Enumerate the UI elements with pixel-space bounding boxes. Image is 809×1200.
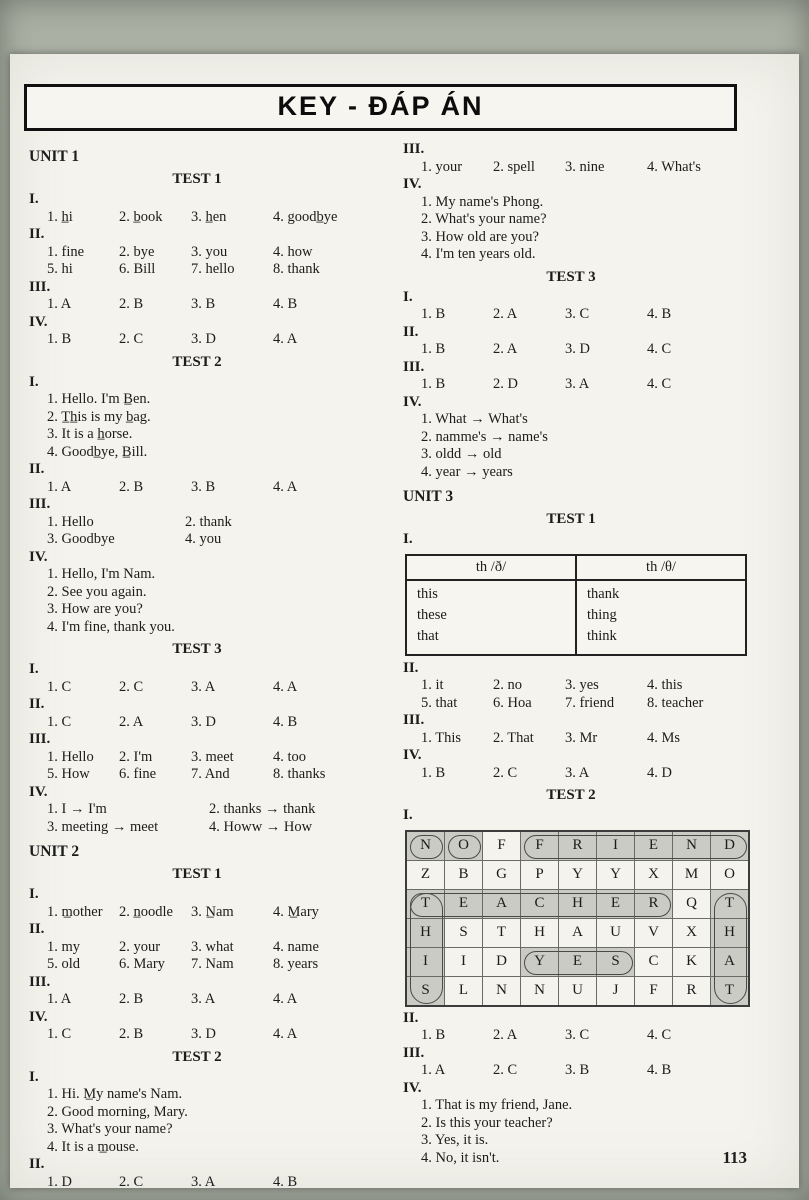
grid-cell: Z bbox=[407, 861, 444, 889]
answer-row bbox=[29, 514, 379, 532]
section-numeral: II. bbox=[29, 461, 45, 477]
answer-item: 4. A bbox=[273, 1026, 298, 1042]
answer-item: 3. nine bbox=[565, 158, 605, 175]
answer-line: 2. namme's → name's bbox=[421, 428, 548, 445]
answer-row bbox=[29, 714, 379, 732]
answer-item: 2. C bbox=[119, 1173, 144, 1190]
answer-item: 3. Mr bbox=[565, 729, 598, 746]
answer-item: 3. D bbox=[191, 331, 216, 347]
section-numeral: IV. bbox=[403, 1079, 422, 1096]
answer-line: 1. That is my friend, Jane. bbox=[421, 1097, 573, 1113]
answer-column-left bbox=[29, 141, 379, 1191]
answer-item: 2. n̲oodle bbox=[119, 903, 173, 920]
section-numeral: III. bbox=[29, 973, 51, 990]
section-numeral: IV. bbox=[29, 783, 48, 800]
answer-item: 3. A bbox=[191, 678, 216, 695]
answer-row bbox=[403, 677, 765, 695]
answer-item: 1. C bbox=[47, 678, 72, 695]
answer-item: 4. M̲ary bbox=[273, 903, 319, 920]
answer-item: 6. Hoa bbox=[493, 694, 532, 711]
answer-item: 5. that bbox=[421, 694, 458, 711]
answer-item: 4. C bbox=[647, 1027, 672, 1043]
answer-row bbox=[29, 296, 379, 314]
phonics-word: that bbox=[417, 627, 439, 644]
answer-item: 2. B bbox=[119, 1026, 144, 1042]
grid-cell: R bbox=[559, 832, 596, 860]
section-numeral: III. bbox=[403, 712, 425, 728]
grid-cell: P bbox=[521, 861, 558, 889]
answer-item: 2. That bbox=[493, 729, 534, 746]
answer-item: 1. C bbox=[47, 1026, 72, 1042]
answer-item: 4. B bbox=[647, 1062, 672, 1078]
answer-row bbox=[29, 991, 379, 1009]
answer-item: 1. C bbox=[47, 713, 72, 730]
answer-item: 8. years bbox=[273, 956, 319, 972]
answer-item: 3. C bbox=[565, 306, 590, 322]
answer-item: 2. D bbox=[493, 376, 518, 392]
answer-item: 5. hi bbox=[47, 261, 73, 277]
grid-cell: S bbox=[445, 919, 482, 947]
answer-item: 3. you bbox=[191, 243, 228, 260]
unit-heading: UNIT 2 bbox=[29, 843, 80, 860]
section-numeral: I. bbox=[403, 288, 413, 305]
answer-lines bbox=[29, 566, 379, 636]
phonics-word: thing bbox=[587, 606, 617, 623]
answer-line: 3. Yes, it is. bbox=[421, 1132, 489, 1148]
answer-item: 2. your bbox=[119, 938, 161, 955]
answer-line: 1. Hello. I'm B̲en. bbox=[47, 391, 151, 407]
answer-row bbox=[29, 819, 379, 837]
answer-item: 7. friend bbox=[565, 694, 615, 711]
section-numeral: I. bbox=[403, 807, 413, 823]
section-numeral: III. bbox=[403, 141, 425, 157]
section-numeral: II. bbox=[29, 696, 45, 712]
answer-item: 2. bye bbox=[119, 243, 155, 260]
grid-cell: S bbox=[407, 977, 444, 1005]
answer-row bbox=[29, 209, 379, 227]
answer-item: 1. B bbox=[421, 376, 446, 392]
grid-cell: F bbox=[483, 832, 520, 860]
answer-row bbox=[29, 939, 379, 957]
answer-item: 1. B bbox=[421, 306, 446, 322]
answer-item: 2. thanks → thank bbox=[209, 801, 316, 817]
answer-item: 2. C bbox=[493, 764, 518, 781]
grid-cell: C bbox=[635, 948, 672, 976]
answer-line: 4. Goodb̲ye, B̲ill. bbox=[47, 443, 148, 460]
answer-item: 4. A bbox=[273, 478, 298, 495]
section-numeral: I. bbox=[29, 1068, 39, 1085]
test-heading: TEST 2 bbox=[172, 1048, 222, 1065]
title-box bbox=[24, 84, 737, 131]
grid-cell: H bbox=[521, 919, 558, 947]
answer-item: 4. goodb̲ye bbox=[273, 208, 338, 225]
answer-item: 3. B bbox=[191, 296, 216, 312]
answer-line: 3. How old are you? bbox=[421, 228, 539, 245]
answer-item: 3. Goodbye bbox=[47, 531, 115, 547]
answer-item: 2. C bbox=[493, 1062, 518, 1078]
answer-line: 4. I'm ten years old. bbox=[421, 246, 536, 262]
answer-item: 8. thank bbox=[273, 261, 320, 277]
answer-item: 2. B bbox=[119, 991, 144, 1007]
answer-item: 4. A bbox=[273, 991, 298, 1007]
section-numeral: II. bbox=[403, 659, 419, 676]
answer-lines bbox=[29, 391, 379, 461]
answer-item: 3. D bbox=[565, 341, 590, 357]
answer-item: 3. D bbox=[191, 713, 216, 730]
grid-cell: Y bbox=[521, 948, 558, 976]
answer-item: 7. Nam bbox=[191, 956, 234, 972]
answer-item: 4. you bbox=[185, 531, 222, 547]
word-search-cells bbox=[407, 832, 748, 1005]
test-heading: TEST 3 bbox=[546, 268, 596, 285]
unit-heading: UNIT 3 bbox=[403, 488, 454, 505]
grid-cell: T bbox=[483, 919, 520, 947]
grid-cell: I bbox=[445, 948, 482, 976]
answer-item: 4. this bbox=[647, 677, 683, 693]
answer-item: 2. thank bbox=[185, 513, 232, 530]
answer-item: 4. name bbox=[273, 938, 319, 955]
test-heading: TEST 1 bbox=[546, 511, 596, 527]
answer-item: 2. A bbox=[119, 713, 144, 730]
answer-row bbox=[403, 306, 765, 324]
answer-item: 4. C bbox=[647, 341, 672, 357]
answer-item: 4. A bbox=[273, 678, 298, 695]
answer-item: 8. teacher bbox=[647, 694, 704, 711]
test-heading: TEST 2 bbox=[546, 787, 596, 803]
grid-cell: U bbox=[559, 977, 596, 1005]
answer-row bbox=[29, 261, 379, 279]
grid-cell: L bbox=[445, 977, 482, 1005]
answer-row bbox=[29, 531, 379, 549]
answer-line: 4. It is a m̲ouse. bbox=[47, 1138, 139, 1155]
phonics-column-header: th /ð/ bbox=[406, 555, 576, 580]
section-numeral: IV. bbox=[29, 313, 48, 330]
answer-item: 3. h̲en bbox=[191, 208, 227, 225]
grid-cell: X bbox=[673, 919, 710, 947]
answer-row bbox=[29, 956, 379, 974]
section-numeral: I. bbox=[29, 886, 39, 902]
answer-item: 1. Hello bbox=[47, 748, 94, 765]
grid-cell: H bbox=[711, 919, 748, 947]
section-numeral: II. bbox=[403, 323, 419, 340]
answer-item: 1. your bbox=[421, 158, 463, 175]
answer-item: 2. no bbox=[493, 677, 522, 693]
section-numeral: II. bbox=[403, 1009, 419, 1026]
answer-item: 1. my bbox=[47, 938, 81, 955]
section-numeral: II. bbox=[29, 1156, 45, 1172]
answer-row bbox=[29, 766, 379, 784]
answer-row bbox=[29, 679, 379, 697]
grid-cell: E bbox=[559, 948, 596, 976]
answer-item: 2. b̲ook bbox=[119, 208, 163, 225]
answer-item: 3. C bbox=[565, 1027, 590, 1043]
answer-item: 4. B bbox=[273, 296, 298, 312]
answer-lines bbox=[403, 411, 765, 481]
grid-cell: C bbox=[521, 890, 558, 918]
grid-cell: U bbox=[597, 919, 634, 947]
answer-item: 3. A bbox=[191, 991, 216, 1007]
page-title: KEY - ĐÁP ÁN bbox=[277, 91, 484, 121]
answer-line: 2. What's your name? bbox=[421, 211, 547, 227]
answer-line: 1. My name's Phong. bbox=[421, 193, 544, 210]
answer-item: 3. yes bbox=[565, 677, 599, 693]
phonics-cell bbox=[576, 580, 746, 655]
answer-row bbox=[403, 159, 765, 177]
phonics-word: think bbox=[587, 627, 617, 644]
answer-row bbox=[403, 1027, 765, 1045]
answer-row bbox=[29, 904, 379, 922]
answer-item: 3. B bbox=[565, 1062, 590, 1078]
answer-item: 3. B bbox=[191, 478, 216, 495]
answer-line: 1. Hi. M̲y name's Nam. bbox=[47, 1086, 183, 1102]
answer-row bbox=[403, 1062, 765, 1080]
answer-line: 4. I'm fine, thank you. bbox=[47, 618, 175, 635]
grid-cell: G bbox=[483, 861, 520, 889]
section-numeral: IV. bbox=[403, 176, 422, 192]
answer-item: 2. A bbox=[493, 341, 518, 357]
answer-item: 3. what bbox=[191, 938, 234, 955]
grid-cell: N bbox=[483, 977, 520, 1005]
section-numeral: III. bbox=[403, 1044, 425, 1061]
book-page bbox=[10, 54, 799, 1188]
answer-item: 1. m̲other bbox=[47, 903, 103, 920]
answer-item: 1. h̲i bbox=[47, 208, 73, 225]
section-numeral: IV. bbox=[29, 1008, 48, 1025]
answer-row bbox=[403, 695, 765, 713]
answer-item: 3. N̲am bbox=[191, 903, 234, 920]
answer-item: 3. D bbox=[191, 1026, 216, 1042]
answer-line: 4. year → years bbox=[421, 463, 513, 480]
test-heading: TEST 1 bbox=[172, 171, 222, 187]
answer-item: 2. I'm bbox=[119, 748, 153, 765]
answer-line: 2. T̲h̲is is my b̲ag. bbox=[47, 408, 151, 425]
answer-item: 2. B bbox=[119, 296, 144, 312]
answer-row bbox=[29, 244, 379, 262]
answer-item: 2. C bbox=[119, 678, 144, 695]
answer-item: 2. spell bbox=[493, 158, 535, 175]
answer-item: 5. How bbox=[47, 766, 90, 782]
answer-row bbox=[403, 341, 765, 359]
answer-row bbox=[29, 1174, 379, 1192]
answer-line: 1. Hello, I'm Nam. bbox=[47, 566, 156, 582]
answer-item: 4. D bbox=[647, 764, 672, 781]
answer-row bbox=[29, 1026, 379, 1044]
answer-line: 3. What's your name? bbox=[47, 1121, 173, 1137]
section-numeral: I. bbox=[29, 191, 39, 207]
answer-line: 2. Good morning, Mary. bbox=[47, 1103, 188, 1120]
answer-item: 1. it bbox=[421, 677, 444, 693]
answer-item: 2. A bbox=[493, 306, 518, 322]
grid-cell: F bbox=[635, 977, 672, 1005]
answer-item: 1. A bbox=[421, 1062, 446, 1078]
grid-cell: A bbox=[483, 890, 520, 918]
answer-row bbox=[29, 749, 379, 767]
test-heading: TEST 3 bbox=[172, 641, 222, 657]
page-number: 113 bbox=[722, 1148, 747, 1167]
answer-item: 3. meeting → meet bbox=[47, 818, 159, 835]
grid-cell: E bbox=[445, 890, 482, 918]
grid-cell: S bbox=[597, 948, 634, 976]
answer-item: 1. B bbox=[47, 331, 72, 347]
answer-row bbox=[29, 801, 379, 819]
section-numeral: IV. bbox=[403, 393, 422, 410]
word-search-grid bbox=[405, 830, 750, 1007]
answer-item: 4. Howw → How bbox=[209, 818, 313, 835]
content-columns bbox=[10, 141, 799, 1191]
grid-cell: E bbox=[597, 890, 634, 918]
grid-cell: N bbox=[673, 832, 710, 860]
grid-cell: R bbox=[673, 977, 710, 1005]
answer-line: 3. How are you? bbox=[47, 601, 143, 617]
grid-cell: O bbox=[711, 861, 748, 889]
section-numeral: I. bbox=[403, 531, 413, 547]
answer-item: 1. This bbox=[421, 729, 462, 746]
answer-item: 1. B bbox=[421, 764, 446, 781]
answer-item: 4. how bbox=[273, 243, 313, 260]
answer-line: 2. See you again. bbox=[47, 583, 147, 600]
phonics-word: these bbox=[417, 606, 447, 623]
grid-cell: D bbox=[711, 832, 748, 860]
answer-item: 4. A bbox=[273, 331, 298, 347]
grid-cell: T bbox=[407, 890, 444, 918]
answer-item: 1. B bbox=[421, 341, 446, 357]
grid-cell: F bbox=[521, 832, 558, 860]
section-numeral: I. bbox=[29, 661, 39, 677]
answer-item: 6. Bill bbox=[119, 261, 156, 277]
grid-cell: R bbox=[635, 890, 672, 918]
section-numeral: III. bbox=[29, 731, 51, 747]
answer-item: 2. C bbox=[119, 331, 144, 347]
answer-item: 3. meet bbox=[191, 748, 234, 765]
grid-cell: Y bbox=[559, 861, 596, 889]
phonics-cell bbox=[406, 580, 576, 655]
answer-item: 6. fine bbox=[119, 766, 157, 782]
answer-lines bbox=[29, 1086, 379, 1156]
grid-cell: I bbox=[597, 832, 634, 860]
section-numeral: III. bbox=[29, 496, 51, 512]
answer-row bbox=[403, 376, 765, 394]
grid-cell: Q bbox=[673, 890, 710, 918]
section-numeral: II. bbox=[29, 226, 45, 242]
answer-item: 7. And bbox=[191, 766, 230, 782]
answer-item: 2. A bbox=[493, 1027, 518, 1043]
grid-cell: V bbox=[635, 919, 672, 947]
grid-cell: T bbox=[711, 890, 748, 918]
answer-item: 1. Hello bbox=[47, 513, 94, 530]
answer-item: 8. thanks bbox=[273, 766, 326, 782]
grid-cell: J bbox=[597, 977, 634, 1005]
answer-item: 4. B bbox=[273, 713, 298, 730]
section-numeral: I. bbox=[29, 373, 39, 390]
answer-line: 3. oldd → old bbox=[421, 446, 502, 462]
phonics-word: thank bbox=[587, 585, 620, 602]
answer-item: 6. Mary bbox=[119, 956, 165, 972]
phonics-column-header: th /θ/ bbox=[576, 555, 746, 580]
answer-row bbox=[29, 331, 379, 349]
grid-cell: A bbox=[711, 948, 748, 976]
answer-item: 4. C bbox=[647, 376, 672, 392]
answer-item: 3. A bbox=[565, 764, 590, 781]
answer-item: 3. A bbox=[565, 376, 590, 392]
section-numeral: IV. bbox=[403, 747, 422, 763]
grid-cell: N bbox=[521, 977, 558, 1005]
answer-line: 4. No, it isn't. bbox=[421, 1149, 500, 1166]
unit-heading: UNIT 1 bbox=[29, 148, 80, 165]
answer-item: 1. A bbox=[47, 296, 72, 312]
grid-cell: A bbox=[559, 919, 596, 947]
grid-cell: Y bbox=[597, 861, 634, 889]
grid-cell: T bbox=[711, 977, 748, 1005]
answer-row bbox=[403, 765, 765, 783]
section-numeral: III. bbox=[29, 278, 51, 295]
answer-item: 4. B bbox=[273, 1173, 298, 1190]
grid-cell: H bbox=[559, 890, 596, 918]
answer-item: 4. B bbox=[647, 306, 672, 322]
grid-cell: H bbox=[407, 919, 444, 947]
grid-cell: N bbox=[407, 832, 444, 860]
section-numeral: IV. bbox=[29, 548, 48, 565]
answer-item: 2. B bbox=[119, 478, 144, 495]
answer-column-right bbox=[403, 141, 765, 1191]
grid-cell: D bbox=[483, 948, 520, 976]
phonics-table bbox=[405, 554, 747, 656]
answer-line: 3. It is a h̲orse. bbox=[47, 426, 133, 442]
answer-item: 5. old bbox=[47, 956, 81, 972]
answer-item: 3. A bbox=[191, 1173, 216, 1190]
grid-cell: X bbox=[635, 861, 672, 889]
answer-lines bbox=[403, 194, 765, 264]
answer-item: 4. What's bbox=[647, 158, 701, 175]
answer-lines bbox=[403, 1097, 765, 1167]
grid-cell: B bbox=[445, 861, 482, 889]
answer-item: 1. B bbox=[421, 1027, 446, 1043]
phonics-word: this bbox=[417, 585, 438, 602]
answer-item: 1. A bbox=[47, 991, 72, 1007]
section-numeral: III. bbox=[403, 358, 425, 375]
grid-cell: E bbox=[635, 832, 672, 860]
test-heading: TEST 2 bbox=[172, 353, 222, 370]
answer-line: 2. Is this your teacher? bbox=[421, 1114, 553, 1131]
grid-cell: K bbox=[673, 948, 710, 976]
answer-item: 1. fine bbox=[47, 243, 85, 260]
answer-item: 1. A bbox=[47, 478, 72, 495]
test-heading: TEST 1 bbox=[172, 866, 222, 882]
section-numeral: II. bbox=[29, 921, 45, 937]
answer-item: 1. I → I'm bbox=[47, 801, 107, 817]
answer-item: 4. too bbox=[273, 748, 307, 765]
answer-row bbox=[29, 479, 379, 497]
answer-row bbox=[403, 730, 765, 748]
answer-item: 4. Ms bbox=[647, 729, 681, 746]
answer-item: 1. D bbox=[47, 1173, 72, 1190]
grid-cell: M bbox=[673, 861, 710, 889]
grid-cell: I bbox=[407, 948, 444, 976]
grid-cell: O bbox=[445, 832, 482, 860]
answer-item: 7. hello bbox=[191, 261, 235, 277]
answer-line: 1. What → What's bbox=[421, 411, 528, 427]
